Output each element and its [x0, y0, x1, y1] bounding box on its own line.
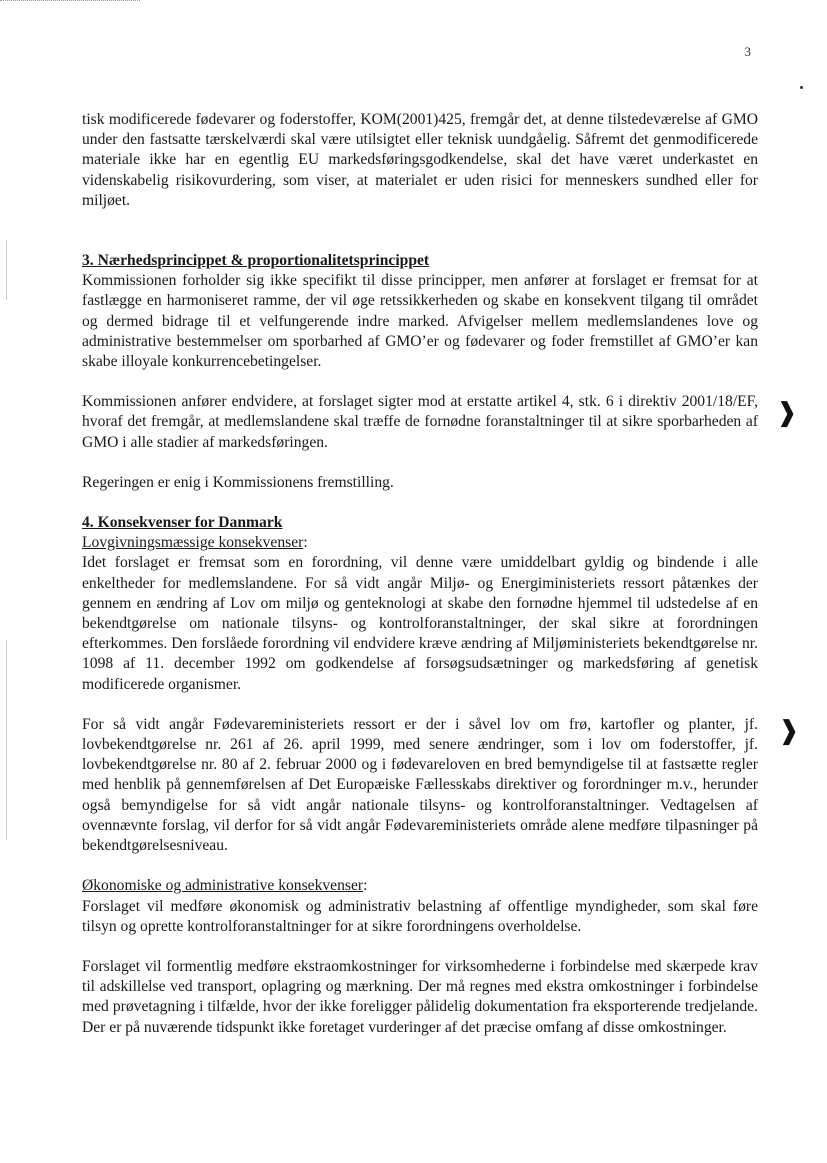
- subheading-economic-text: Økonomiske og administrative konsekvenser: [82, 877, 364, 895]
- scan-top-artifact: [0, 0, 140, 3]
- scan-edge-mark: [6, 640, 7, 840]
- intro-paragraph: tisk modificerede fødevarer og foderstoffer, KOM(2001)425, fremgår det, at denne tilstedeværelse af GMO under den fastsatte tærskelværdi skal være utilsigtet eller teknisk uundgåelig. Såfremt det genmodificerede materiale ikke har en egentlig EU markedsføringsgodkendelse, skal det have været underkastet en videnskabelig risikovurdering, som viser, at materialet er uden risici for menneskers sundhed eller for miljøet.: [82, 111, 758, 209]
- binder-hole-mark-icon: ❱: [776, 398, 798, 428]
- binder-hole-mark-icon: ❱: [778, 716, 800, 746]
- section-4-paragraph-4: Forslaget vil formentlig medføre ekstraomkostninger for virksomhederne i forbindelse med skærpede krav til adskillelse ved transport, oplagring og mærkning. Der må regnes med ekstra omkostninger i forbindelse med prøvetagning i tilfælde, hvor der ikke foreligger pålidelig dokumentation fra eksporterende tredjelande. Der er på nuværende tidspunkt ikke foretaget vurderinger af det præcise omfang af disse omkostninger.: [82, 957, 758, 1036]
- scan-edge-mark: [6, 240, 7, 300]
- page-number: 3: [744, 44, 751, 59]
- section-3-heading: 3. Nærhedsprincippet & proportionalitetsprincippet: [82, 252, 430, 270]
- section-4-paragraph-3: Forslaget vil medføre økonomisk og administrativ belastning af offentlige myndigheder, som skal føre tilsyn og oprette kontrolforanstaltninger for at sikre forordningens overholdelse.: [82, 897, 758, 935]
- subheading-economic-colon: :: [363, 877, 368, 895]
- subheading-economic: [82, 876, 758, 896]
- section-3-paragraph-2: Kommissionen anfører endvidere, at forslaget sigter mod at erstatte artikel 4, stk. 6 i direktiv 2001/18/EF, hvoraf det fremgår, at medlemslandene skal træffe de fornødne foranstaltninger til at sikre sporbarheden af GMO i alle stadier af markedsføringen.: [82, 393, 758, 451]
- section-4-paragraph-2: For så vidt angår Fødevareministeriets ressort er der i såvel lov om frø, kartofler og planter, jf. lovbekendtgørelse nr. 261 af 26. april 1999, med senere ændringer, som i lov om foderstoffer, jf. lovbekendtgørelse nr. 80 af 2. februar 2000 og i fødevareloven en bred bemyndigelse til at fastsætte regler med henblik på gennemførelsen af Det Europæiske Fællesskabs direktiver og forordninger m.v., herunder også bemyndigelse for så vidt angår nationale tilsyns- og kontrolforanstaltninger. Vedtagelsen af ovennævnte forslag, vil derfor for så vidt angår Fødevareministeriets område alene medføre tilpasninger på bekendtgørelsesniveau.: [82, 715, 758, 855]
- scan-speck: [800, 86, 803, 89]
- subheading-legal: [82, 533, 758, 553]
- section-3-paragraph-1: Kommissionen forholder sig ikke specifikt til disse principper, men anfører at forslaget er fremsat for at fastlægge en harmoniseret ramme, der vil øge retssikkerheden og skabe en konsekvent tilgang til området og dermed bidrage til et velfungerende indre marked. Afvigelser mellem medlemslandenes love og administrative bestemmelser om sporbarhed af GMO’er og fødevarer og foder fremstillet af GMO’er kan skabe illoyale konkurrencebetingelser.: [82, 272, 758, 371]
- subheading-legal-colon: :: [303, 534, 308, 552]
- section-3-paragraph-3: Regeringen er enig i Kommissionens fremstilling.: [82, 473, 394, 491]
- section-4-heading: 4. Konsekvenser for Danmark: [82, 514, 283, 532]
- subheading-legal-text: Lovgivningsmæssige konsekvenser: [82, 534, 304, 552]
- section-4-paragraph-1: Idet forslaget er fremsat som en forordning, vil denne være umiddelbart gyldig og bindende i alle enkeltheder for medlemslandene. For så vidt angår Miljø- og Energiministeriets ressort påtænkes der gennem en ændring af Lov om miljø og genteknologi at skabe den fornødne hjemmel til udstedelse af en bekendtgørelse om nationale tilsyns- og kontrolforanstaltninger, der skal sikre at forordningen efterkommes. Den forslåede forordning vil endvidere kræve ændring af Miljøministeriets bekendtgørelse nr. 1098 af 11. december 1992 om godkendelse af forsøgsudsætninger og markedsføring af genetisk modificerede organismer.: [82, 554, 758, 693]
- document-body: [82, 110, 758, 1038]
